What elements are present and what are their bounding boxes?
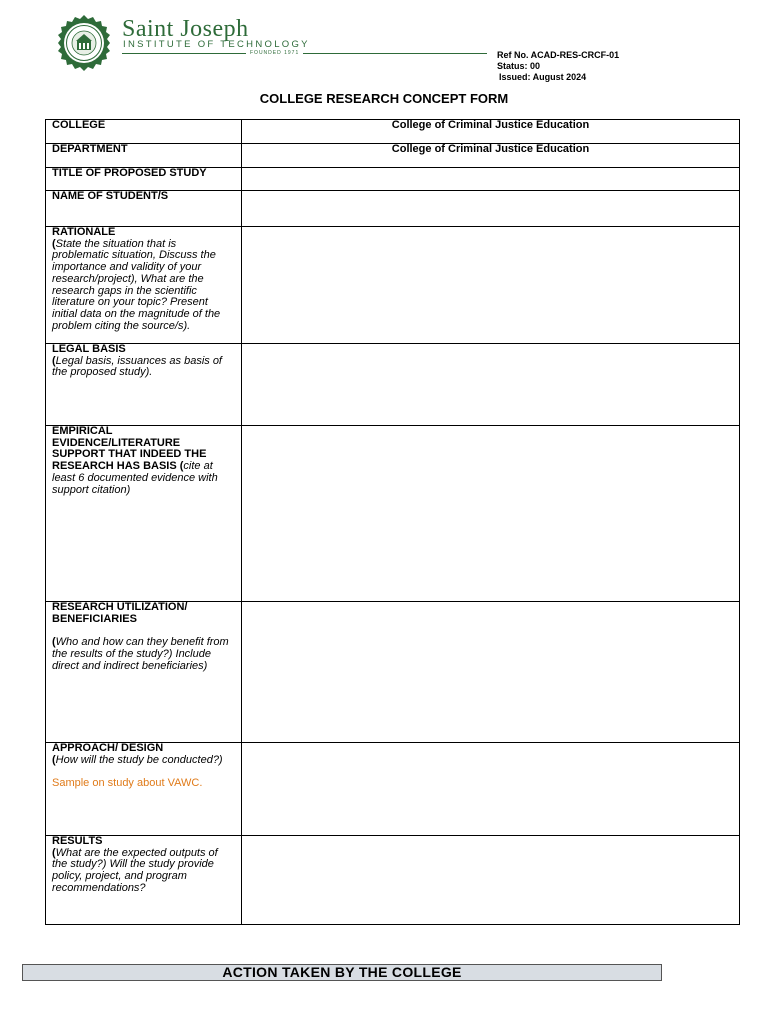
table-row <box>46 836 740 925</box>
title-label: TITLE OF PROPOSED STUDY <box>46 168 242 191</box>
form-title: COLLEGE RESEARCH CONCEPT FORM <box>259 91 509 106</box>
results-label: RESULTS (What are the expected outputs of the study?) Will the study provide policy, project, and program recommendations? <box>46 836 242 925</box>
approach-design-label: APPROACH/ DESIGN (How will the study be conducted?) Sample on study about VAWC. <box>46 743 242 836</box>
students-input-cell[interactable] <box>242 191 740 227</box>
utilization-label: RESEARCH UTILIZATION/ BENEFICIARIES (Who and how can they benefit from the results of the study?) Include direct and indirect beneficiaries) <box>46 602 242 743</box>
legal-basis-label: LEGAL BASIS (Legal basis, issuances as basis of the proposed study). <box>46 344 242 426</box>
brand-divider <box>122 53 487 54</box>
ref-number: Ref No. ACAD-RES-CRCF-01 <box>497 50 620 60</box>
college-label: COLLEGE <box>46 120 242 144</box>
concept-form-table <box>45 119 740 925</box>
table-row <box>46 743 740 836</box>
rationale-label: RATIONALE (State the situation that is problematic situation, Discuss the importance and validity of your research/project), What are the research gaps in the scientific literature on your topic? Present initial data on the magnitude of the problem citing the source/s). <box>46 227 242 344</box>
table-row <box>46 602 740 743</box>
title-input-cell[interactable] <box>242 168 740 191</box>
students-label: NAME OF STUDENT/S <box>46 191 242 227</box>
results-input-cell[interactable] <box>242 836 740 925</box>
reference-info <box>497 50 619 83</box>
table-row <box>46 227 740 344</box>
results-description: What are the expected outputs of the study?) Will the study provide policy, project, and program recommendations? <box>52 846 218 894</box>
brand-subtitle: INSTITUTE OF TECHNOLOGY <box>123 39 310 50</box>
action-taken-bar: ACTION TAKEN BY THE COLLEGE <box>22 964 662 981</box>
department-label: DEPARTMENT <box>46 144 242 168</box>
table-row <box>46 426 740 602</box>
issued-text: Issued: August 2024 <box>499 72 587 82</box>
legal-basis-input-cell[interactable] <box>242 344 740 426</box>
department-value[interactable]: College of Criminal Justice Education <box>242 144 740 168</box>
empirical-description: cite at least 6 documented evidence with support citation) <box>52 460 218 496</box>
college-value[interactable]: College of Criminal Justice Education <box>242 120 740 144</box>
table-row <box>46 120 740 144</box>
founded-label: FOUNDED 1971 <box>246 50 303 56</box>
school-seal-icon <box>55 14 113 72</box>
table-row <box>46 191 740 227</box>
approach-sample-note: Sample on study about VAWC. <box>52 777 203 790</box>
utilization-description: Who and how can they benefit from the results of the study?) Include direct and indirect beneficiaries) <box>52 636 229 672</box>
utilization-input-cell[interactable] <box>242 602 740 743</box>
rationale-input-cell[interactable] <box>242 227 740 344</box>
approach-description: How will the study be conducted?) <box>55 753 223 766</box>
empirical-evidence-label: EMPIRICAL EVIDENCE/LITERATURE SUPPORT THAT INDEED THE RESEARCH HAS BASIS (cite at least 6 documented evidence with support citation) <box>46 426 242 602</box>
table-row <box>46 168 740 191</box>
approach-input-cell[interactable] <box>242 743 740 836</box>
legal-basis-description: Legal basis, issuances as basis of the proposed study). <box>52 354 222 379</box>
status-text: Status: 00 <box>497 61 541 71</box>
document-header <box>0 0 768 90</box>
table-row <box>46 144 740 168</box>
rationale-description: State the situation that is problematic situation, Discuss the importance and validity of your research/project), What are the research gaps in the scientific literature on your topic? Present initial data on the magnitude of the problem citing the source/s). <box>52 237 221 332</box>
brand-name: Saint Joseph <box>122 16 249 42</box>
empirical-input-cell[interactable] <box>242 426 740 602</box>
table-row <box>46 344 740 426</box>
